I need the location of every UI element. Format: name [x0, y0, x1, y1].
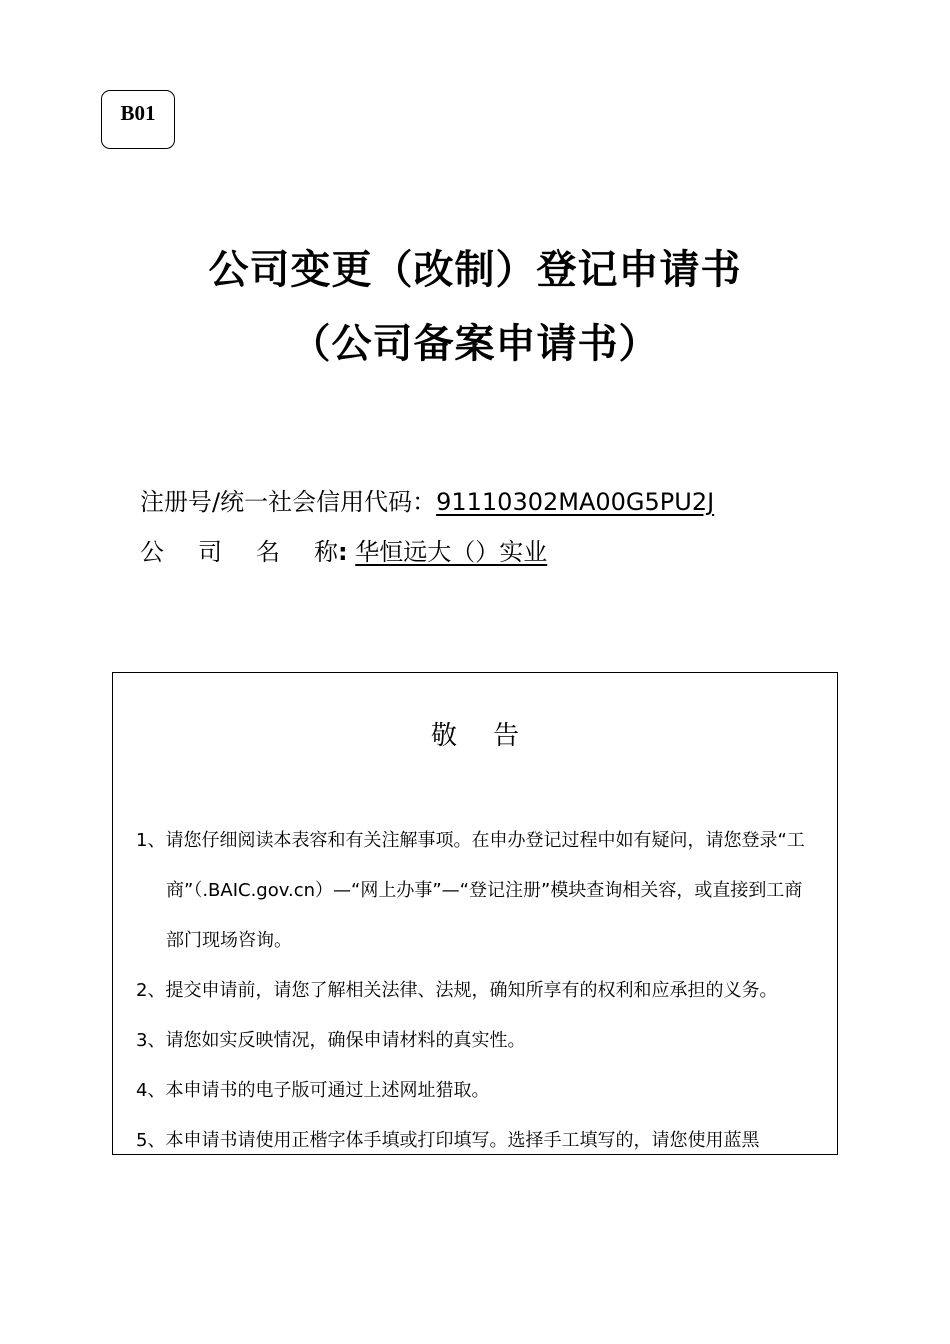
notice-box	[112, 672, 838, 1155]
company-name-value: 华恒远大（）实业	[355, 538, 548, 566]
company-name-label	[140, 538, 338, 566]
notice-items	[136, 816, 816, 1155]
notice-item: 2、提交申请前，请您了解相关法律、法规，确知所享有的权利和应承担的义务。	[136, 980, 778, 1001]
company-label-char: 名	[256, 538, 280, 566]
document-title: 公司变更（改制）登记申请书	[208, 247, 742, 293]
notice-title-char: 敬	[430, 721, 457, 751]
notice-item: 1、请您仔细阅读本表容和有关注解事项。在申办登记过程中如有疑问，请您登录“工商”（.BAIC.gov.cn）—“网上办事”—“登记注册”模块查询相关容，或直接到工商部门现场咨询。	[136, 830, 805, 951]
notice-title	[113, 715, 837, 752]
notice-item: 3、请您如实反映情况，确保申请材料的真实性。	[136, 1030, 526, 1051]
company-name-field	[140, 532, 547, 567]
company-label-colon: :	[338, 538, 348, 566]
form-code-badge: B01	[101, 90, 175, 149]
registration-value: 91110302MA00G5PU2J	[436, 488, 715, 516]
company-label-char: 司	[198, 538, 222, 566]
registration-field	[140, 482, 714, 517]
company-label-char: 公	[140, 538, 164, 566]
document-subtitle: （公司备案申请书）	[290, 321, 660, 367]
notice-item: 5、本申请书请使用正楷字体手填或打印填写。选择手工填写的，请您使用蓝黑	[136, 1130, 760, 1151]
company-label-char: 称	[314, 538, 338, 566]
notice-item: 4、本申请书的电子版可通过上述网址猎取。	[136, 1080, 490, 1101]
notice-title-char: 告	[493, 721, 520, 751]
registration-label: 注册号/统一社会信用代码：	[140, 488, 437, 516]
